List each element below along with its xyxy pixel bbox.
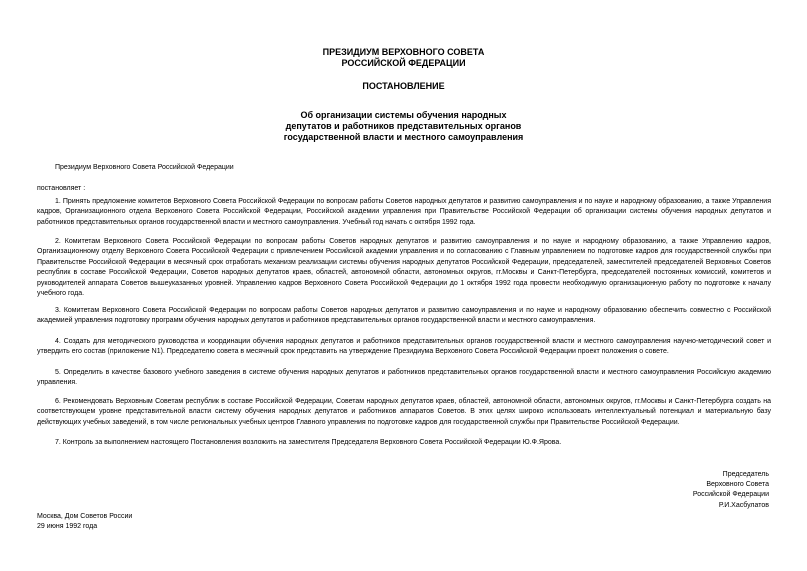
document-type bbox=[0, 81, 807, 92]
paragraph-text: 5. Определить в качестве базового учебного заведения в системе обучения народных депутатов и работников представительных органов государственной власти и местного самоуправления Российскую академию управления. bbox=[37, 369, 771, 387]
paragraph-text: 2. Комитетам Верховного Совета Российской Федерации по вопросам работы Советов народных депутатов и развитию самоуправления и по науке и народному образованию, а также Управлению кадров, Организационному отделу Верховного Совета Российской Федерации с привлечением Российской академии управления и по согласованию с Главным управлением по подготовке кадров для государственной службы при Правительстве Российской Федерации в месячный срок отработать механизм реализации системы обучения народных депутатов Российской Федерации, председателей, заместителей председателей Верховных Советов республик в составе Российской Федерации, Советов народных депутатов краев, областей, автономной области, автономных округов, гг.Москвы и Санкт-Петербурга, председателей постоянных комиссий, комитетов и руководителей аппарата Советов вышеуказанных уровней. Управлению кадров Верховного Совета Российской Федерации до 1 октября 1992 года провести необходимую организационную работу по подготовке к началу учебного года. bbox=[37, 238, 771, 298]
date: 29 июня 1992 года bbox=[37, 523, 98, 530]
paragraph-5 bbox=[37, 368, 771, 389]
intro-line: Президиум Верховного Совета Российской Федерации bbox=[55, 164, 234, 171]
title-line-2: депутатов и работников представительных органов bbox=[285, 121, 522, 131]
signature-line-3: Российской Федерации bbox=[692, 491, 769, 499]
paragraph-text: 6. Рекомендовать Верховным Советам республик в составе Российской Федерации, Советам народных депутатов краев, областей, автономной области, автономных округов, гг.Москвы и Санкт-Петербурга создать на соответствующем уровне представительной власти систему обучения народных депутатов и работников аппаратов Советов. В этих целях широко использовать интеллектуальный потенциал и материальную базу действующих учебных заведений, в том числе региональных учебных центров Главного управления по подготовке кадров для государственной службы при Правительстве Российской Федерации. bbox=[37, 398, 771, 426]
issuer-heading bbox=[0, 47, 807, 69]
paragraph-3 bbox=[37, 306, 771, 327]
signatory-name: Р.И.Хасбулатов bbox=[718, 501, 769, 509]
paragraph-1 bbox=[37, 197, 771, 228]
issuer-line-1: ПРЕЗИДИУМ ВЕРХОВНОГО СОВЕТА bbox=[322, 47, 485, 57]
paragraph-6 bbox=[37, 397, 771, 428]
signature-block bbox=[693, 470, 769, 511]
decree-verb: постановляет : bbox=[37, 185, 86, 192]
paragraph-text: 7. Контроль за выполнением настоящего Постановления возложить на заместителя Председателя Верховного Совета Российской Федерации Ю.Ф.Ярова. bbox=[55, 439, 562, 446]
paragraph-2 bbox=[37, 237, 771, 299]
place-date-block bbox=[37, 512, 132, 532]
issuer-line-2: РОССИЙСКОЙ ФЕДЕРАЦИИ bbox=[341, 58, 466, 68]
paragraph-7 bbox=[37, 438, 771, 448]
paragraph-text: 3. Комитетам Верховного Совета Российской Федерации по вопросам работы Советов народных депутатов и развитию самоуправления и по науке и народному образованию обеспечить совместно с Российской академией управления подготовку программ обучения народных депутатов и работников представительных органов государственной власти и местного самоуправления. bbox=[37, 307, 771, 325]
document-title bbox=[0, 110, 807, 143]
title-line-3: государственной власти и местного самоуправления bbox=[283, 132, 524, 142]
paragraph-text: 1. Принять предложение комитетов Верховного Совета Российской Федерации по вопросам работы Советов народных депутатов и развитию самоуправления и по науке и народному образованию, а также Управления кадров, Организационного отдела Верховного Совета Российской Федерации, Российской академии управления при Правительстве Российской Федерации об организации системы обучения народных депутатов и работников представительных органов государственной власти и местного самоуправления. Учебный год начать с октября 1992 года. bbox=[37, 198, 771, 226]
signature-line-1: Председатель bbox=[722, 471, 769, 478]
paragraph-4 bbox=[37, 337, 771, 358]
paragraph-text: 4. Создать для методического руководства и координации обучения народных депутатов и работников представительных органов государственной власти и местного самоуправления научно-методический совет и утвердить его состав (приложение N1). Председателю совета в месячный срок представить на утверждение Президиума Верховного Совета Российской Федерации проект положения о совете. bbox=[37, 338, 771, 356]
place: Москва, Дом Советов России bbox=[37, 513, 133, 520]
title-line-1: Об организации системы обучения народных bbox=[300, 110, 507, 120]
signature-line-2: Верховного Совета bbox=[706, 481, 769, 489]
document-type-label: ПОСТАНОВЛЕНИЕ bbox=[362, 81, 445, 91]
